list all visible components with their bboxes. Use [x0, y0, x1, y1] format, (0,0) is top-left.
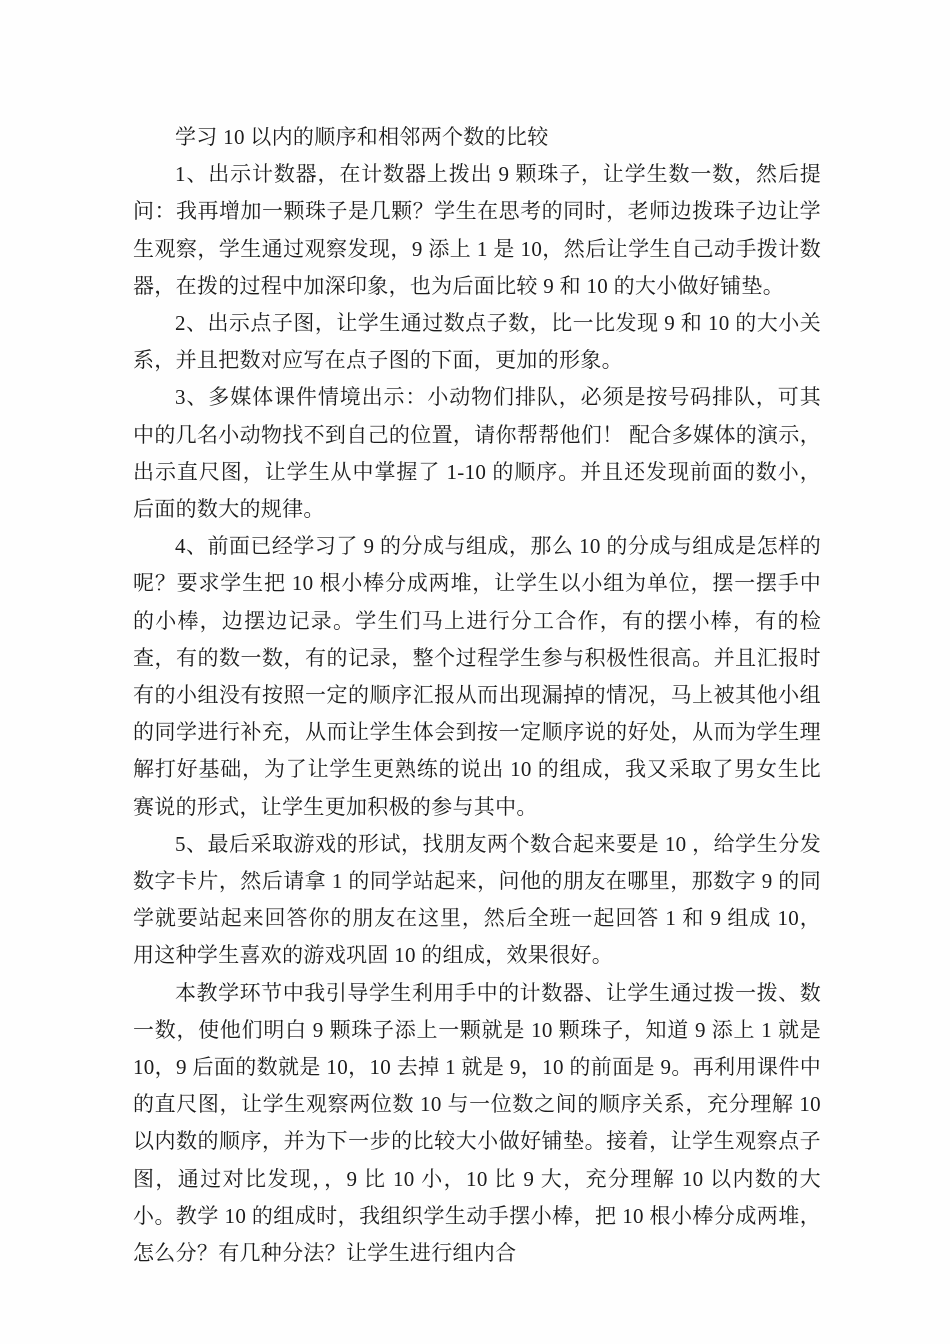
document-title: 学习 10 以内的顺序和相邻两个数的比较 — [175, 125, 549, 149]
paragraph-1: 1、出示计数器，在计数器上拨出 9 颗珠子，让学生数一数，然后提问：我再增加一颗珠子是几颗？学生在思考的同时，老师边拨珠子边让学生观察，学生通过观察发现，9 添上 1 是 10，然后让学生自己动手拨计数器，在拨的过程中加深印象，也为后面比较 9 和 10 的大小做好铺垫。 — [133, 162, 821, 298]
paragraph-3: 3、多媒体课件情境出示：小动物们排队，必须是按号码排队，可其中的几名小动物找不到自己的位置，请你帮帮他们！ 配合多媒体的演示，出示直尺图，让学生从中掌握了 1-10 的顺序。并且还发现前面的数小，后面的数大的规律。 — [133, 385, 821, 522]
paragraph-5: 5、最后采取游戏的形试，找朋友两个数合起来要是 10 ，给学生分发数字卡片，然后请拿 1 的同学站起来，问他的朋友在哪里，那数字 9 的同学就要站起来回答你的朋友在这里，然后全班一起回答 1 和 9 组成 10，用这种学生喜欢的游戏巩固 10 的组成，效果很好。 — [133, 831, 821, 968]
paragraph-6: 本教学环节中我引导学生利用手中的计数器、让学生通过拨一拨、数一数，使他们明白 9 颗珠子添上一颗就是 10 颗珠子，知道 9 添上 1 就是 10，9 后面的数就是 10，10 去掉 1 就是 9，10 的前面是 9。再利用课件中的直尺图，让学生观察两位数 10 与一位数之间的顺序关系，充分理解 10 以内数的顺序，并为下一步的比较大小做好铺垫。接着，让学生观察点子图，通过对比发现，，9 比 10 小，10 比 9 大，充分理解 10 以内数的大小。教学 10 的组成时，我组织学生动手摆小棒，把 10 根小棒分成两堆，怎么分？有几种分法？让学生进行组内合 — [133, 980, 821, 1266]
paragraph-2: 2、出示点子图，让学生通过数点子数，比一比发现 9 和 10 的大小关系，并且把数对应写在点子图的下面，更加的形象。 — [133, 311, 821, 373]
paragraph-4: 4、前面已经学习了 9 的分成与组成，那么 10 的分成与组成是怎样的呢？要求学生把 10 根小棒分成两堆，让学生以小组为单位，摆一摆手中的小棒，边摆边记录。学生们马上进行分工合作，有的摆小棒，有的检查，有的数一数，有的记录，整个过程学生参与积极性很高。并且汇报时有的小组没有按照一定的顺序汇报从而出现漏掉的情况，马上被其他小组的同学进行补充，从而让学生体会到按一定顺序说的好处，从而为学生理解打好基础，为了让学生更熟练的说出 10 的组成，我又采取了男女生比赛说的形式，让学生更加积极的参与其中。 — [133, 534, 821, 819]
document-body — [133, 119, 821, 1272]
